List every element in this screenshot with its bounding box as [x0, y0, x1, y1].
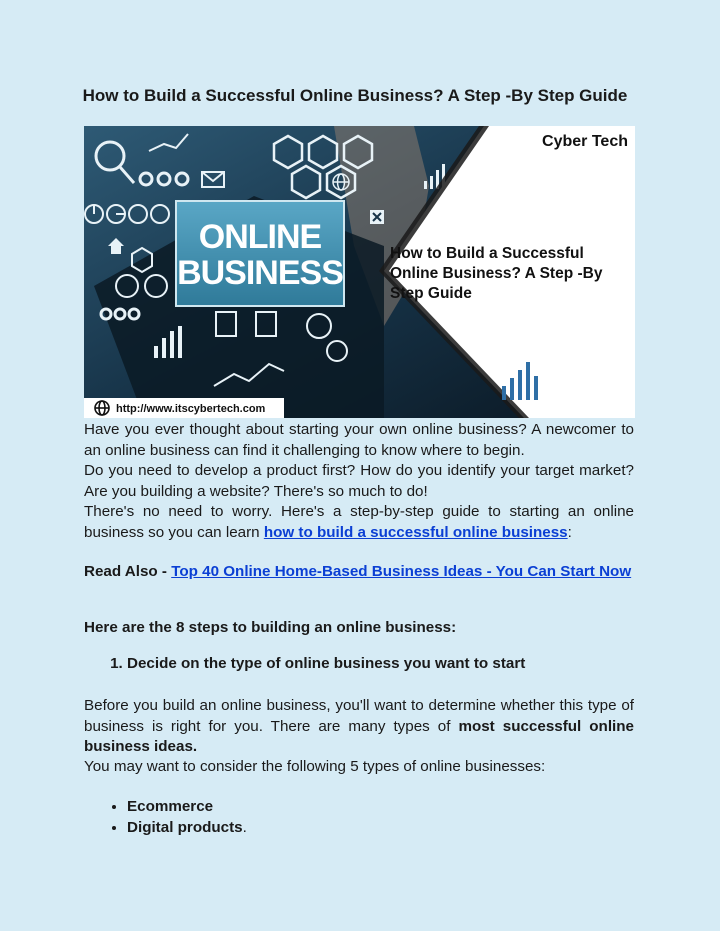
hero-headline-line-2: Online Business? A Step -By — [390, 265, 603, 282]
intro-paragraph-3-end: : — [567, 523, 572, 541]
step1-paragraph-1-bold: most successful online business ideas. — [84, 717, 634, 755]
step1-paragraph-2: You may want to consider the following 5 types of online businesses: — [84, 758, 546, 775]
list-item-bold: Ecommerce — [127, 798, 214, 815]
read-also — [84, 562, 634, 583]
step1-paragraph-1 — [84, 696, 634, 758]
steps-heading: Here are the 8 steps to building an online business: — [84, 619, 457, 636]
steps-list — [84, 655, 525, 672]
hero-url: http://www.itscybertech.com — [116, 403, 266, 415]
hero-brand: Cyber Tech — [542, 133, 628, 150]
document-title: How to Build a Successful Online Business? A Step -By Step Guide — [82, 86, 628, 105]
list-item-rest: . — [242, 819, 247, 836]
business-types-list — [84, 796, 247, 838]
build-business-link[interactable]: how to build a successful online business — [263, 523, 568, 541]
read-also-label: Read Also - — [84, 563, 172, 580]
step-item: 1. Decide on the type of online business you want to start — [127, 655, 525, 672]
screen-text-online: ONLINE — [198, 218, 322, 256]
intro-paragraph-3-text: There's no need to worry. Here's a step-by-step guide to starting an online business so you can learn — [84, 503, 634, 541]
intro-paragraph-1: Have you ever thought about starting your own online business? A newcomer to an online business can find it challenging to know where to begin. — [84, 421, 634, 459]
read-also-link[interactable]: Top 40 Online Home-Based Business Ideas - You Can Start Now — [171, 563, 632, 580]
list-item — [127, 796, 247, 817]
screen-text-business: BUSINESS — [177, 254, 343, 292]
step1-paragraph-1-text: Before you build an online business, you'll want to determine whether this type of business is right for you. There are many types of — [84, 697, 634, 735]
intro-paragraph-2: Do you need to develop a product first? How do you identify your target market? Are you building a website? There's so much to do! — [84, 462, 634, 500]
hero-headline-line-1: How to Build a Successful — [390, 245, 584, 262]
close-icon — [370, 210, 384, 224]
hero-image — [84, 126, 635, 418]
intro-paragraph-3 — [84, 502, 634, 543]
list-item-bold: Digital products — [127, 819, 243, 836]
hero-headline-line-3: Step Guide — [390, 285, 472, 302]
list-item — [127, 817, 247, 838]
